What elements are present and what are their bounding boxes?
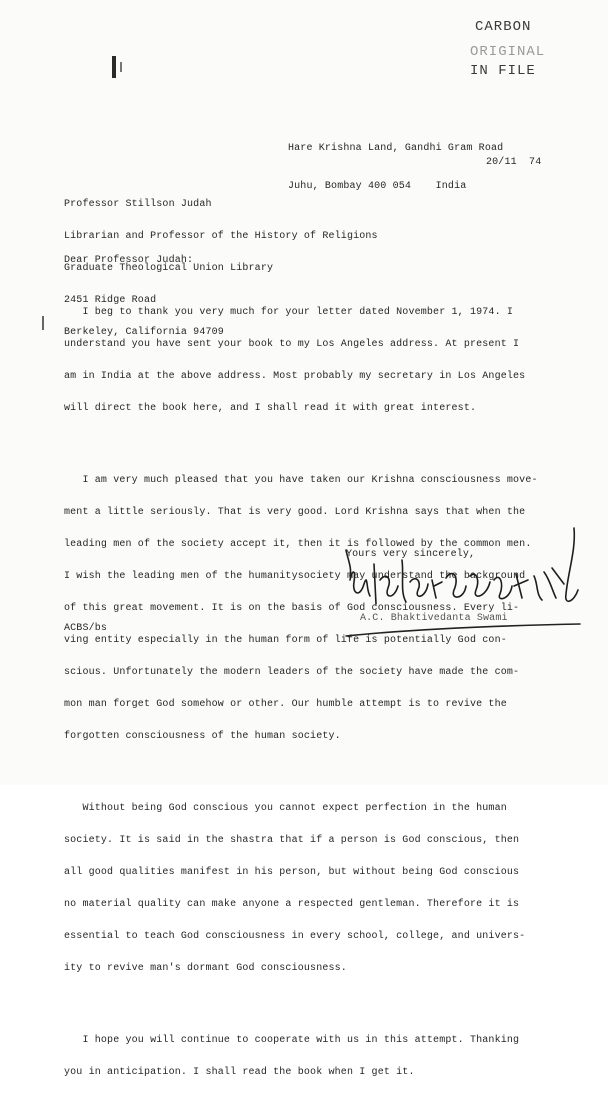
address-line: Hare Krishna Land, Gandhi Gram Road (288, 143, 504, 154)
original-stamp: ORIGINAL (470, 44, 546, 60)
address-line: Juhu, Bombay 400 054 India (288, 181, 467, 192)
salutation: Dear Professor Judah: (64, 255, 194, 266)
edge-mark (112, 56, 116, 78)
body-line: essential to teach God consciousness in every school, college, and univers- (64, 931, 526, 942)
body-line: of this great movement. It is on the basis of God consciousness. Every li- (64, 603, 520, 614)
body-line: ity to revive man's dormant God consciousness. (64, 963, 347, 974)
body-line: mon man forget God somehow or other. Our humble attempt is to revive the (64, 699, 507, 710)
body-line: all good qualities manifest in his person, but without being God conscious (64, 867, 520, 878)
recipient-street: 2451 Ridge Road (64, 295, 157, 306)
body-line: will direct the book here, and I shall read it with great interest. (64, 403, 477, 414)
in-file-stamp: IN FILE (470, 63, 536, 79)
body-line: understand you have sent your book to my Los Angeles address. At present I (64, 339, 520, 350)
letter-date: 20/11 74 (486, 157, 542, 168)
body-line: I wish the leading men of the humanitysociety may understand the background (64, 571, 526, 582)
body-line: scious. Unfortunately the modern leaders of the society have made the com- (64, 667, 520, 678)
signature-name: A.C. Bhaktivedanta Swami (360, 613, 508, 624)
body-line: I beg to thank you very much for your letter dated November 1, 1974. I (64, 307, 514, 318)
paragraph (64, 784, 538, 996)
letter-body (64, 268, 538, 1120)
body-line: no material quality can make anyone a respected gentleman. Therefore it is (64, 899, 520, 910)
edge-mark (120, 62, 122, 72)
margin-mark (42, 316, 44, 330)
recipient-city: Berkeley, California 94709 (64, 327, 224, 338)
recipient-title: Librarian and Professor of the History of Religions (64, 231, 378, 242)
body-line: ment a little seriously. That is very good. Lord Krishna says that when the (64, 507, 526, 518)
signature-underline (344, 622, 584, 642)
body-line: ving entity especially in the human form of life is potentially God con- (64, 635, 507, 646)
body-line: you in anticipation. I shall read the book when I get it. (64, 1067, 415, 1078)
reference-initials: ACBS/bs (64, 623, 108, 634)
recipient-name: Professor Stillson Judah (64, 199, 212, 210)
recipient-institution: Graduate Theological Union Library (64, 263, 274, 274)
closing: Yours very sincerely, (346, 549, 476, 560)
body-line: leading men of the society accept it, then it is followed by the common men. (64, 539, 532, 550)
body-line: Without being God conscious you cannot expect perfection in the human (64, 803, 507, 814)
carbon-stamp: CARBON (475, 19, 532, 35)
body-line: society. It is said in the shastra that if a person is God conscious, then (64, 835, 520, 846)
body-line: forgotten consciousness of the human society. (64, 731, 341, 742)
body-line: I hope you will continue to cooperate with us in this attempt. Thanking (64, 1035, 520, 1046)
paragraph (64, 1016, 538, 1100)
paragraph (64, 288, 538, 436)
body-line: am in India at the above address. Most probably my secretary in Los Angeles (64, 371, 526, 382)
body-line: I am very much pleased that you have taken our Krishna consciousness move- (64, 475, 538, 486)
